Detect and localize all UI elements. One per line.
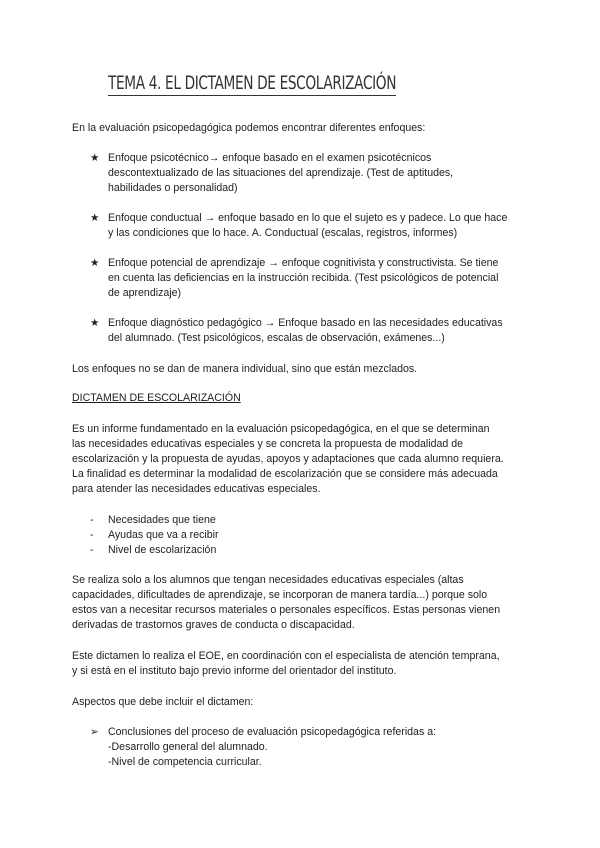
text-line: y las condiciones que lo hace. A. Conductual (escalas, registros, informes): [108, 227, 458, 239]
text-line: habilidades o personalidad): [108, 182, 238, 194]
list-item: [90, 528, 550, 543]
eoe-paragraph: [72, 649, 542, 679]
text-line: Ayudas que va a recibir: [108, 529, 219, 541]
text-line: La finalidad es determinar la modalidad de escolarización que se considere más adecuada: [72, 468, 498, 480]
list-item: [90, 211, 550, 241]
dash-icon: -: [90, 544, 94, 556]
list-item: [90, 725, 550, 770]
text-line: Nivel de escolarización: [108, 544, 217, 556]
text-line: para atender las necesidades educativas especiales.: [72, 483, 321, 495]
text-line: Es un informe fundamentado en la evaluación psicopedagógica, en el que se determinan: [72, 423, 490, 435]
star-icon: ★: [90, 257, 100, 269]
intro-paragraph: [72, 121, 542, 136]
page-title: TEMA 4. EL DICTAMEN DE ESCOLARIZACIÓN: [108, 72, 397, 94]
section-heading: [72, 391, 542, 406]
text-line: Se realiza solo a los alumnos que tengan necesidades educativas especiales (altas: [72, 574, 464, 586]
text-line: Este dictamen lo realiza el EOE, en coordinación con el especialista de atención temprana,: [72, 650, 500, 662]
text-line: Necesidades que tiene: [108, 514, 216, 526]
text-line: y si está en el instituto bajo previo informe del orientador del instituto.: [72, 665, 397, 677]
text-line: del alumnado. (Test psicológicos, escalas de observación, exámenes...): [108, 332, 445, 344]
text-line: de aprendizaje): [108, 287, 182, 299]
list-item: [90, 256, 550, 301]
definicion-paragraph: [72, 422, 542, 497]
text-line: DICTAMEN DE ESCOLARIZACIÓN: [72, 392, 241, 404]
text-line: Enfoque psicotécnico→ enfoque basado en el examen psicotécnicos: [108, 152, 432, 164]
dash-icon: -: [90, 514, 94, 526]
text-line: Enfoque conductual → enfoque basado en lo que el sujeto es y padece. Lo que hace: [108, 212, 508, 224]
text-line: escolarización y la propuesta de ayudas, apoyos y adaptaciones que cada alumno requiera.: [72, 453, 504, 465]
star-icon: ★: [90, 152, 100, 164]
list-item: [90, 151, 550, 196]
arrowhead-icon: ➢: [90, 726, 99, 738]
list-item: [90, 316, 550, 346]
text-line: Los enfoques no se dan de manera individual, sino que están mezclados.: [72, 363, 418, 375]
text-line: estos van a necesitar recursos materiales o personales específicos. Estas personas vienen: [72, 604, 501, 616]
text-line: derivadas de trastornos graves de conducta o discapacidad.: [72, 619, 355, 631]
text-line: Aspectos que debe incluir el dictamen:: [72, 696, 254, 708]
list-item: [90, 513, 550, 528]
text-line: las necesidades educativas especiales y se concreta la propuesta de modalidad de: [72, 438, 464, 450]
text-line: Enfoque potencial de aprendizaje → enfoque cognitivista y constructivista. Se tiene: [108, 257, 499, 269]
text-line: en cuenta las deficiencias en la instrucción recibida. (Test psicológicos de potencial: [108, 272, 499, 284]
text-line: -Desarrollo general del alumnado.: [108, 741, 268, 753]
text-line: -Nivel de competencia curricular.: [108, 756, 262, 768]
text-line: Conclusiones del proceso de evaluación psicopedagógica referidas a:: [108, 726, 437, 738]
text-line: capacidades, dificultades de aprendizaje, se incorporan de manera tardía...) porque solo: [72, 589, 488, 601]
star-icon: ★: [90, 212, 100, 224]
dash-icon: -: [90, 529, 94, 541]
text-line: descontextualizado de las situaciones del aprendizaje. (Test de aptitudes,: [108, 167, 454, 179]
star-icon: ★: [90, 317, 100, 329]
aspectos-paragraph: [72, 695, 542, 710]
text-line: Enfoque diagnóstico pedagógico → Enfoque basado en las necesidades educativas: [108, 317, 503, 329]
list-item: [90, 543, 550, 558]
alumnos-paragraph: [72, 573, 542, 633]
text-line: En la evaluación psicopedagógica podemos encontrar diferentes enfoques:: [72, 122, 426, 134]
mezclados-paragraph: [72, 362, 542, 377]
